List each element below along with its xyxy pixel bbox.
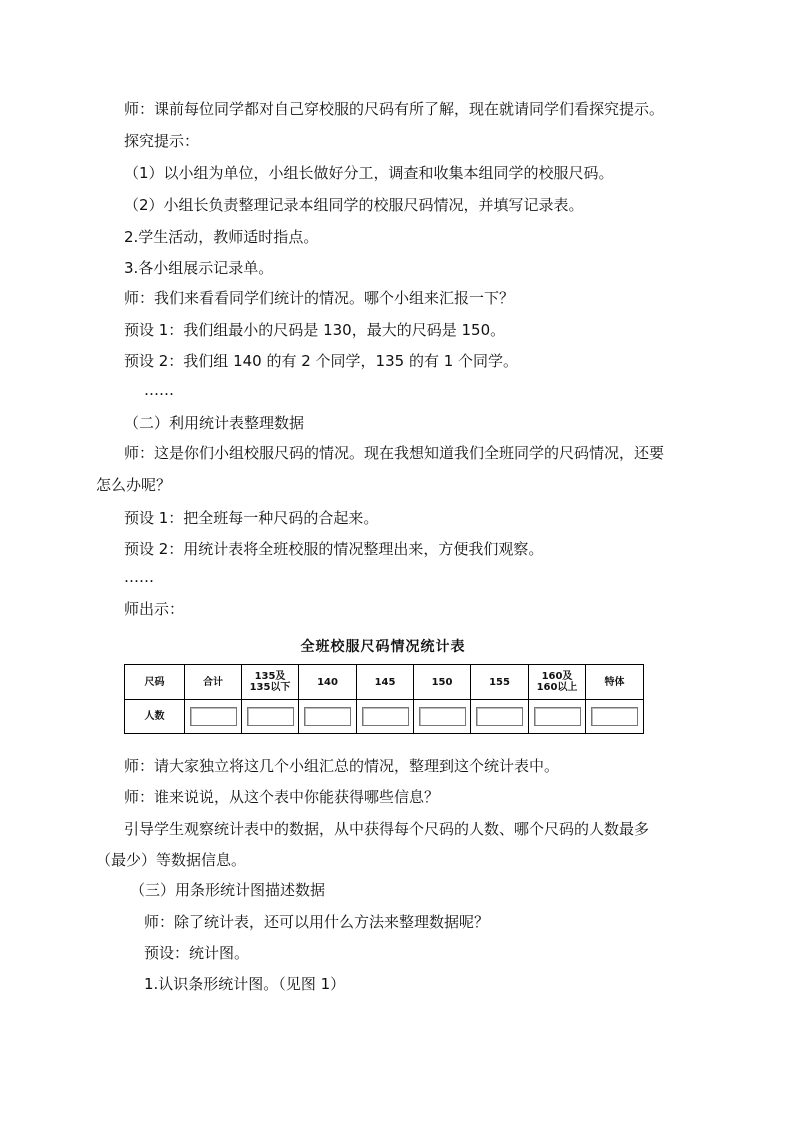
header-cell: 145 bbox=[357, 665, 414, 700]
section-heading: （二）利用统计表整理数据 bbox=[124, 414, 305, 432]
count-cell bbox=[185, 700, 242, 734]
header-cell: 135及 135以下 bbox=[242, 665, 299, 700]
row-label-cell: 人数 bbox=[125, 700, 185, 734]
paragraph: （最少）等数据信息。 bbox=[96, 851, 247, 869]
size-stats-table bbox=[124, 664, 644, 734]
paragraph: 3.各小组展示记录单。 bbox=[124, 259, 274, 277]
paragraph: 师出示： bbox=[124, 600, 185, 618]
count-input-box[interactable] bbox=[190, 707, 237, 726]
count-input-box[interactable] bbox=[247, 707, 294, 726]
section-heading: （三）用条形统计图描述数据 bbox=[130, 881, 326, 899]
paragraph: 师：谁来说说，从这个表中你能获得哪些信息？ bbox=[124, 788, 440, 806]
paragraph: …… bbox=[144, 381, 174, 399]
paragraph: 预设 2：我们组 140 的有 2 个同学，135 的有 1 个同学。 bbox=[124, 352, 519, 370]
paragraph: 预设：统计图。 bbox=[144, 944, 250, 962]
paragraph: 预设 2：用统计表将全班校服的情况整理出来，方便我们观察。 bbox=[124, 540, 544, 558]
header-cell: 合计 bbox=[185, 665, 242, 700]
table-header-row bbox=[125, 665, 644, 700]
paragraph: 师：课前每位同学都对自己穿校服的尺码有所了解，现在就请同学们看探究提示。 bbox=[124, 100, 665, 118]
header-cell: 特体 bbox=[586, 665, 644, 700]
count-cell bbox=[242, 700, 299, 734]
paragraph: 师：除了统计表，还可以用什么方法来整理数据呢？ bbox=[144, 913, 490, 931]
header-cell: 140 bbox=[299, 665, 357, 700]
paragraph: （2）小组长负责整理记录本组同学的校服尺码情况，并填写记录表。 bbox=[124, 196, 584, 214]
count-input-box[interactable] bbox=[419, 707, 466, 726]
count-cell bbox=[471, 700, 529, 734]
header-cell: 150 bbox=[414, 665, 471, 700]
count-input-box[interactable] bbox=[304, 707, 351, 726]
count-cell bbox=[586, 700, 644, 734]
header-cell: 160及 160以上 bbox=[529, 665, 586, 700]
count-cell bbox=[357, 700, 414, 734]
paragraph: …… bbox=[124, 568, 154, 586]
paragraph: 师：这是你们小组校服尺码的情况。现在我想知道我们全班同学的尺码情况，还要 bbox=[124, 444, 665, 462]
table-data-row bbox=[125, 700, 644, 734]
paragraph: 怎么办呢？ bbox=[96, 476, 172, 494]
paragraph: 预设 1：我们组最小的尺码是 130，最大的尺码是 150。 bbox=[124, 321, 506, 339]
paragraph: 预设 1：把全班每一种尺码的合起来。 bbox=[124, 509, 379, 527]
paragraph: （1）以小组为单位，小组长做好分工，调查和收集本组同学的校服尺码。 bbox=[124, 164, 614, 182]
header-cell: 尺码 bbox=[125, 665, 185, 700]
paragraph: 2.学生活动，教师适时指点。 bbox=[124, 228, 319, 246]
count-cell bbox=[414, 700, 471, 734]
count-input-box[interactable] bbox=[362, 707, 409, 726]
count-input-box[interactable] bbox=[591, 707, 638, 726]
header-cell: 155 bbox=[471, 665, 529, 700]
table-title: 全班校服尺码情况统计表 bbox=[300, 639, 466, 655]
count-cell bbox=[529, 700, 586, 734]
paragraph: 师：请大家独立将这几个小组汇总的情况，整理到这个统计表中。 bbox=[124, 757, 560, 775]
paragraph: 引导学生观察统计表中的数据，从中获得每个尺码的人数、哪个尺码的人数最多 bbox=[124, 820, 650, 838]
count-input-box[interactable] bbox=[476, 707, 523, 726]
paragraph: 1.认识条形统计图。（见图 1） bbox=[144, 975, 346, 993]
count-cell bbox=[299, 700, 357, 734]
count-input-box[interactable] bbox=[534, 707, 581, 726]
paragraph: 探究提示： bbox=[124, 132, 200, 150]
paragraph: 师：我们来看看同学们统计的情况。哪个小组来汇报一下？ bbox=[124, 289, 515, 307]
